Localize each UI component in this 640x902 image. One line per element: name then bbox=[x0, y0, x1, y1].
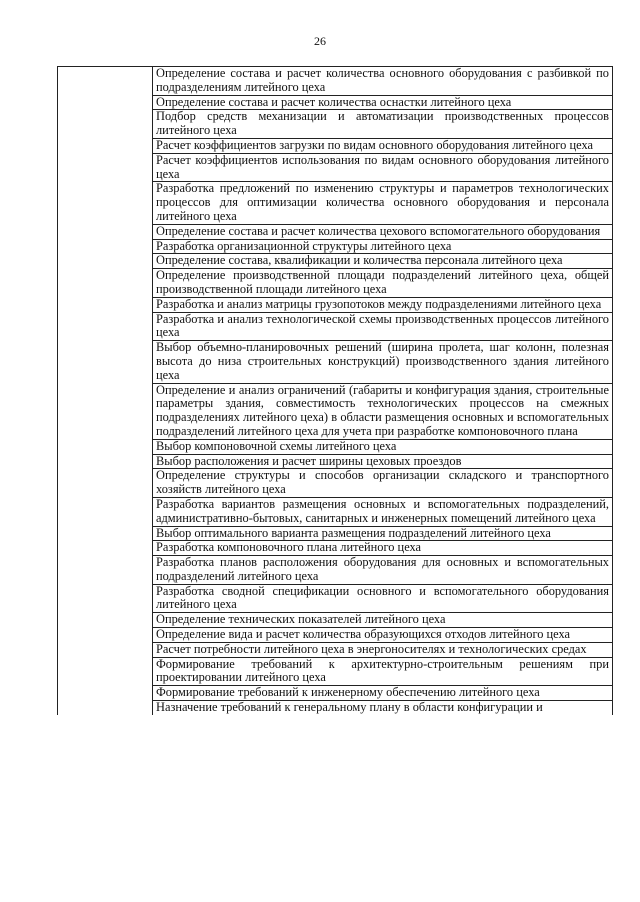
first-column-cell bbox=[58, 67, 153, 715]
table-cell: Разработка предложений по изменению структуры и параметров технологических процессов для оптимизации количества основного оборудования и персонала литейного цеха bbox=[153, 182, 613, 224]
table-cell: Расчет коэффициентов загрузки по видам основного оборудования литейного цеха bbox=[153, 138, 613, 153]
table-cell: Определение производственной площади подразделений литейного цеха, общей производственной площади литейного цеха bbox=[153, 269, 613, 298]
table-cell: Разработка сводной спецификации основного и вспомогательного оборудования литейного цеха bbox=[153, 584, 613, 613]
table-cell: Расчет коэффициентов использования по видам основного оборудования литейного цеха bbox=[153, 153, 613, 182]
labor-functions-table bbox=[57, 66, 613, 715]
table-cell: Определение и анализ ограничений (габариты и конфигурация здания, строительные параметры здания, совместимость технологических процессов на смежных подразделениях литейного цеха) в области размещения основных и вспомогательных подразделений литейного цеха для учета при разработке компоновочного плана bbox=[153, 383, 613, 439]
table-cell: Определение состава, квалификации и количества персонала литейного цеха bbox=[153, 254, 613, 269]
table-cell: Формирование требований к архитектурно-строительным решениям при проектировании литейного цеха bbox=[153, 657, 613, 686]
table-cell: Определение состава и расчет количества оснастки литейного цеха bbox=[153, 95, 613, 110]
table-cell: Определение состава и расчет количества основного оборудования с разбивкой по подразделениям литейного цеха bbox=[153, 67, 613, 96]
table-cell: Выбор компоновочной схемы литейного цеха bbox=[153, 439, 613, 454]
table-cell: Разработка вариантов размещения основных и вспомогательных подразделений, административно-бытовых, санитарных и инженерных помещений литейного цеха bbox=[153, 497, 613, 526]
table-cell: Разработка компоновочного плана литейного цеха bbox=[153, 541, 613, 556]
table-cell: Выбор оптимального варианта размещения подразделений литейного цеха bbox=[153, 526, 613, 541]
table-cell: Выбор объемно-планировочных решений (ширина пролета, шаг колонн, полезная высота до низа строительных конструкций) производственного здания литейного цеха bbox=[153, 341, 613, 383]
table-cell: Разработка и анализ технологической схемы производственных процессов литейного цеха bbox=[153, 312, 613, 341]
table-cell: Разработка планов расположения оборудования для основных и вспомогательных подразделений литейного цеха bbox=[153, 556, 613, 585]
table-cell: Определение технических показателей литейного цеха bbox=[153, 613, 613, 628]
table-row bbox=[58, 67, 613, 96]
table-cell: Назначение требований к генеральному плану в области конфигурации и bbox=[153, 701, 613, 715]
table-cell: Расчет потребности литейного цеха в энергоносителях и технологических средах bbox=[153, 642, 613, 657]
table-cell: Выбор расположения и расчет ширины цеховых проездов bbox=[153, 454, 613, 469]
table-cell: Разработка и анализ матрицы грузопотоков между подразделениями литейного цеха bbox=[153, 297, 613, 312]
table-cell: Подбор средств механизации и автоматизации производственных процессов литейного цеха bbox=[153, 110, 613, 139]
table-cell: Определение состава и расчет количества цехового вспомогательного оборудования bbox=[153, 224, 613, 239]
page-number: 26 bbox=[314, 34, 326, 48]
table-cell: Формирование требований к инженерному обеспечению литейного цеха bbox=[153, 686, 613, 701]
table-cell: Определение структуры и способов организации складского и транспортного хозяйств литейного цеха bbox=[153, 469, 613, 498]
table-cell: Определение вида и расчет количества образующихся отходов литейного цеха bbox=[153, 628, 613, 643]
table-cell: Разработка организационной структуры литейного цеха bbox=[153, 239, 613, 254]
